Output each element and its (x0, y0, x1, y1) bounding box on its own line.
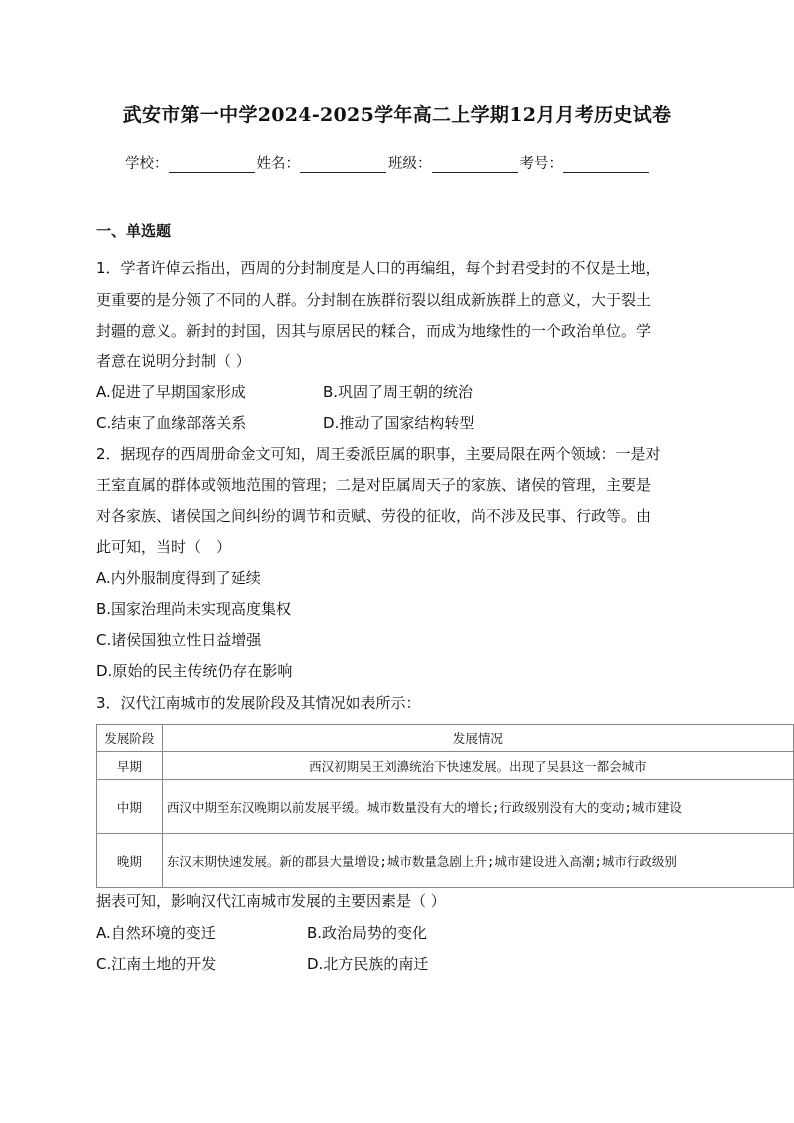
q2-option-a[interactable]: A.内外服制度得到了延续 (96, 569, 261, 587)
development-table (96, 724, 794, 888)
table-row (97, 752, 794, 780)
q2-line-1: 2．据现存的西周册命金文可知，周王委派臣属的职事，主要局限在两个领域：一是对 (96, 445, 661, 463)
q1-option-d[interactable]: D.推动了国家结构转型 (323, 414, 475, 432)
table-row (97, 780, 794, 834)
table-cell-desc: 西汉初期吴王刘濞统治下快速发展。出现了吴县这一都会城市 (162, 752, 793, 780)
q2-option-d[interactable]: D.原始的民主传统仍存在影响 (96, 662, 293, 680)
school-blank[interactable] (169, 156, 255, 173)
table-cell-desc: 西汉中期至东汉晚期以前发展平缓。城市数量没有大的增长;行政级别没有大的变动;城市建设 (162, 780, 793, 834)
class-label: 班级： (388, 156, 432, 172)
q1-option-c[interactable]: C.结束了血缘部落关系 (96, 414, 247, 432)
id-blank[interactable] (563, 156, 649, 173)
q1-line-4: 者意在说明分封制（ ） (96, 352, 251, 370)
page-title: 武安市第一中学2024-2025学年高二上学期12月月考历史试卷 (122, 104, 672, 126)
q3-option-c[interactable]: C.江南土地的开发 (96, 955, 217, 973)
name-blank[interactable] (300, 156, 386, 173)
q3-option-b[interactable]: B.政治局势的变化 (307, 924, 428, 942)
q1-option-a[interactable]: A.促进了早期国家形成 (96, 383, 246, 401)
student-info-line (125, 152, 651, 173)
q3-option-d[interactable]: D.北方民族的南迁 (307, 955, 429, 973)
q2-option-c[interactable]: C.诸侯国独立性日益增强 (96, 631, 262, 649)
q1-option-b[interactable]: B.巩固了周王朝的统治 (323, 383, 474, 401)
q2-line-4: 此可知，当时（ ） (96, 538, 232, 556)
table-row (97, 834, 794, 888)
table-header-stage: 发展阶段 (97, 725, 163, 752)
id-label: 考号： (519, 156, 563, 172)
q1-line-1: 1．学者许倬云指出，西周的分封制度是人口的再编组，每个封君受封的不仅是土地， (96, 259, 661, 277)
school-label: 学校： (125, 156, 169, 172)
q3-intro: 3．汉代江南城市的发展阶段及其情况如表所示： (96, 694, 421, 712)
q1-line-3: 封疆的意义。新封的封国，因其与原居民的糅合，而成为地缘性的一个政治单位。学 (96, 322, 652, 340)
q1-line-2: 更重要的是分领了不同的人群。分封制在族群衍裂以组成新族群上的意义，大于裂土 (96, 291, 652, 309)
table-cell-stage: 早期 (97, 752, 163, 780)
q2-line-3: 对各家族、诸侯国之间纠纷的调节和贡赋、劳役的征收，尚不涉及民事、行政等。由 (96, 507, 652, 525)
table-cell-stage: 晚期 (97, 834, 163, 888)
table-header-row (97, 725, 794, 752)
class-blank[interactable] (432, 156, 518, 173)
table-header-desc: 发展情况 (162, 725, 793, 752)
section-heading: 一、单选题 (96, 222, 172, 240)
name-label: 姓名： (256, 156, 300, 172)
table-cell-stage: 中期 (97, 780, 163, 834)
q2-line-2: 王室直属的群体或领地范围的管理；二是对臣属周天子的家族、诸侯的管理，主要是 (96, 476, 652, 494)
table-cell-desc: 东汉末期快速发展。新的郡县大量增设;城市数量急剧上升;城市建设进入高潮;城市行政级别 (162, 834, 793, 888)
q3-option-a[interactable]: A.自然环境的变迁 (96, 924, 216, 942)
q2-option-b[interactable]: B.国家治理尚未实现高度集权 (96, 600, 292, 618)
q3-question: 据表可知，影响汉代江南城市发展的主要因素是（ ） (96, 892, 446, 910)
